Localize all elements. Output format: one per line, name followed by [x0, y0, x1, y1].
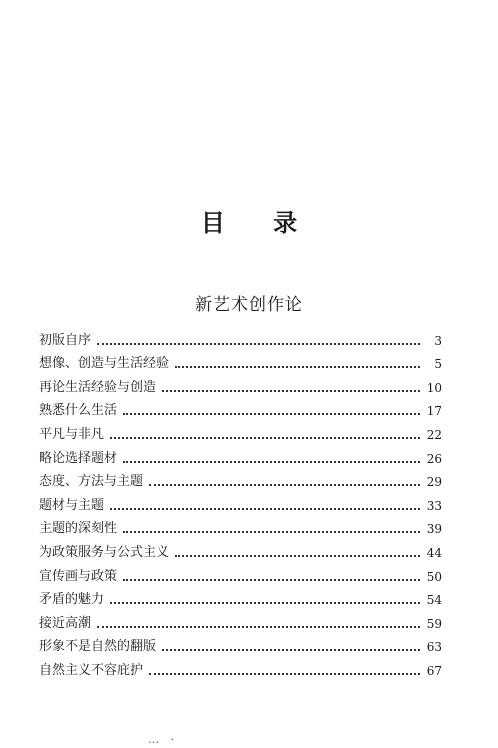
- toc-entry[interactable]: [39, 468, 442, 492]
- toc-entry-label: 主题的深刻性: [39, 521, 118, 537]
- toc-entry-page: 29: [426, 475, 442, 490]
- toc-entry-page: 39: [426, 522, 442, 537]
- toc-entry-page: 67: [426, 663, 442, 678]
- dot-leader: [123, 579, 420, 581]
- toc-entry-label: 略论选择题材: [39, 450, 118, 466]
- toc-entry-label: 题材与主题: [39, 497, 105, 513]
- dot-leader: [175, 366, 420, 368]
- toc-entry-label: 初版自序: [39, 332, 92, 348]
- dot-leader: [123, 413, 420, 415]
- dot-leader: [162, 649, 420, 651]
- dot-leader: [110, 437, 420, 439]
- toc-entry-label: 自然主义不容庇护: [39, 662, 144, 678]
- toc-entry[interactable]: [39, 586, 442, 610]
- dot-leader: [175, 555, 420, 557]
- toc-entry[interactable]: [39, 350, 442, 374]
- toc-entry-page: 50: [426, 569, 442, 584]
- dot-leader: [110, 602, 420, 604]
- toc-entry-page: 5: [434, 357, 442, 372]
- toc-entry[interactable]: [39, 373, 442, 397]
- toc-entry-page: 26: [426, 451, 442, 466]
- dot-leader: [97, 626, 420, 628]
- toc-entry-page: 17: [426, 404, 442, 419]
- toc-entry[interactable]: [39, 562, 442, 586]
- toc-entry[interactable]: [39, 444, 442, 468]
- dot-leader: [97, 343, 420, 345]
- toc-entry-page: 10: [426, 380, 442, 395]
- dot-leader: [162, 390, 420, 392]
- toc-entry-label: 想像、创造与生活经验: [39, 356, 170, 372]
- toc-entry[interactable]: [39, 420, 442, 444]
- dot-leader: [149, 484, 420, 486]
- footer-mark: … ·: [148, 733, 178, 746]
- dot-leader: [123, 461, 420, 463]
- toc-entry-page: 33: [426, 498, 442, 513]
- page-title: 目 录: [200, 208, 318, 237]
- toc-entry-page: 63: [426, 640, 442, 655]
- toc-entry-page: 22: [426, 427, 442, 442]
- dot-leader: [123, 531, 420, 533]
- toc-entry[interactable]: [39, 633, 442, 657]
- toc-entry-label: 平凡与非凡: [39, 426, 105, 442]
- toc-entry-label: 形象不是自然的翻版: [39, 639, 157, 655]
- toc-entry-page: 3: [434, 333, 442, 348]
- dot-leader: [110, 508, 420, 510]
- toc-entry-label: 宣传画与政策: [39, 568, 118, 584]
- toc-entry-page: 59: [426, 616, 442, 631]
- toc-entry-page: 44: [426, 545, 442, 560]
- toc-entry[interactable]: [39, 515, 442, 539]
- toc-entry-page: 54: [426, 593, 442, 608]
- toc-entry-label: 矛盾的魅力: [39, 592, 105, 608]
- toc-entry[interactable]: [39, 491, 442, 515]
- toc-entry[interactable]: [39, 397, 442, 421]
- toc-entry[interactable]: [39, 656, 442, 680]
- toc-entry-label: 态度、方法与主题: [39, 474, 144, 490]
- dot-leader: [149, 673, 420, 675]
- toc-entry-label: 接近高潮: [39, 615, 92, 631]
- toc-entry[interactable]: [39, 538, 442, 562]
- toc-entry[interactable]: [39, 326, 442, 350]
- toc-entry-label: 熟悉什么生活: [39, 403, 118, 419]
- toc-entry[interactable]: [39, 609, 442, 633]
- table-of-contents: [39, 326, 442, 680]
- section-title: 新艺术创作论: [195, 295, 303, 315]
- toc-entry-label: 再论生活经验与创造: [39, 379, 157, 395]
- toc-entry-label: 为政策服务与公式主义: [39, 544, 170, 560]
